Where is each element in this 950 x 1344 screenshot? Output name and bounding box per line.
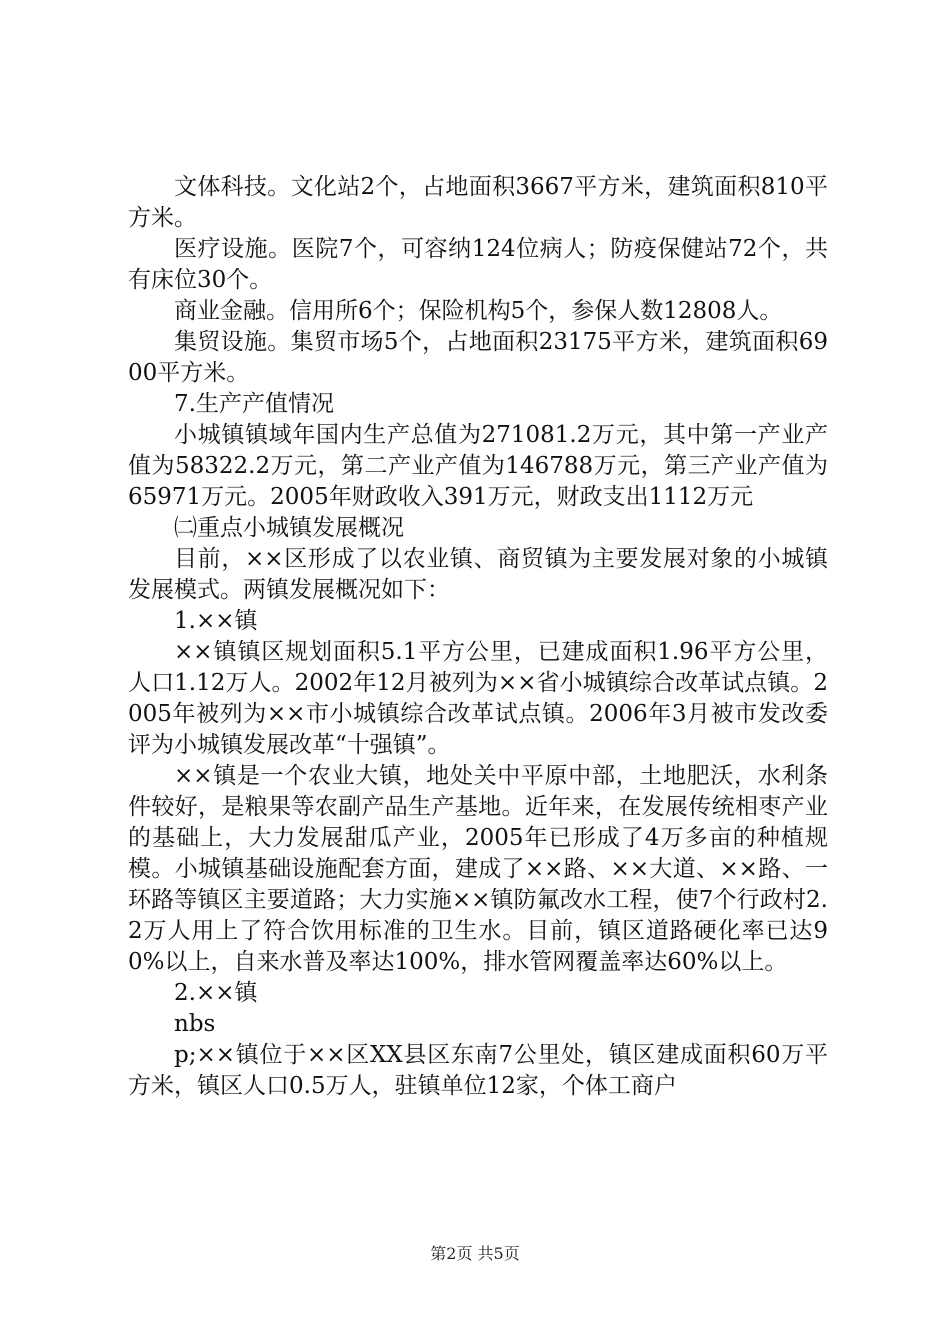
paragraph-culture-tech: 文体科技。文化站2个，占地面积3667平方米，建筑面积810平方米。 bbox=[128, 174, 828, 231]
paragraph-output: 小城镇镇域年国内生产总值为271081.2万元，其中第一产业产值为58322.2万元，第二产业产值为146788万元，第三产业产值为65971万元。2005年财政收入391万元，财政支出1112万元 bbox=[128, 422, 828, 510]
paragraph-stray-text: nbs bbox=[174, 1011, 216, 1037]
paragraph-medical: 医疗设施。医院7个，可容纳124位病人；防疫保健站72个，共有床位30个。 bbox=[128, 236, 828, 293]
paragraph-finance: 商业金融。信用所6个；保险机构5个，参保人数12808人。 bbox=[174, 298, 783, 324]
section-heading-town-1: 1.××镇 bbox=[174, 608, 258, 634]
paragraph-town-2-overview: p;××镇位于××区XX县区东南7公里处，镇区建成面积60万平方米，镇区人口0.5万人，驻镇单位12家，个体工商户 bbox=[128, 1042, 828, 1099]
paragraph-town-1-agriculture: ××镇是一个农业大镇，地处关中平原中部，土地肥沃，水利条件较好，是粮果等农副产品生产基地。近年来，在发展传统相枣产业的基础上，大力发展甜瓜产业，2005年已形成了4万多亩的种植规模。小城镇基础设施配套方面，建成了××路、××大道、××路、一环路等镇区主要道路；大力实施××镇防氟改水工程，使7个行政村2.2万人用上了符合饮用标准的卫生水。目前，镇区道路硬化率已达90%以上，自来水普及率达100%，排水管网覆盖率达60%以上。 bbox=[128, 763, 828, 975]
section-heading-town-2: 2.××镇 bbox=[174, 980, 258, 1006]
section-heading-key-towns: ㈡重点小城镇发展概况 bbox=[174, 515, 404, 541]
paragraph-key-towns-intro: 目前，××区形成了以农业镇、商贸镇为主要发展对象的小城镇发展模式。两镇发展概况如下： bbox=[128, 546, 828, 603]
document-body bbox=[128, 172, 828, 1102]
paragraph-market: 集贸设施。集贸市场5个，占地面积23175平方米，建筑面积6900平方米。 bbox=[128, 329, 828, 386]
page-footer: 第2页 共5页 bbox=[430, 1244, 520, 1263]
section-heading-output: 7.生产产值情况 bbox=[174, 391, 334, 417]
paragraph-town-1-overview: ××镇镇区规划面积5.1平方公里，已建成面积1.96平方公里，人口1.12万人。2002年12月被列为××省小城镇综合改革试点镇。2005年被列为××市小城镇综合改革试点镇。2006年3月被市发改委评为小城镇发展改革“十强镇”。 bbox=[128, 639, 828, 758]
